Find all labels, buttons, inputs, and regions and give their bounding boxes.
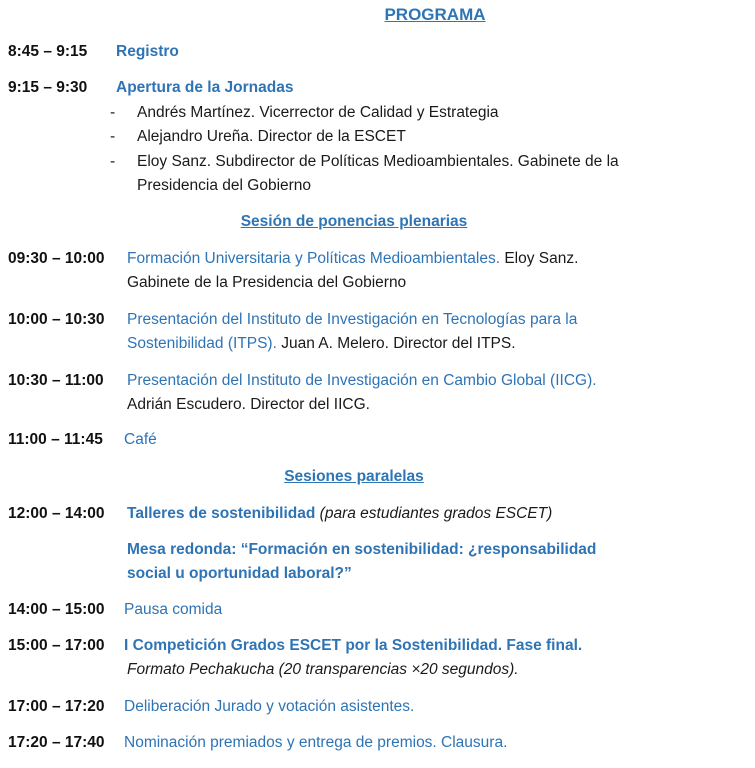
- bullet-dash: -: [110, 128, 116, 145]
- talk-speaker: Eloy Sanz.: [500, 250, 579, 267]
- bullet-dash: -: [110, 153, 116, 170]
- talk-speaker: Juan A. Melero. Director del ITPS.: [276, 335, 516, 352]
- time-comida: 14:00 – 15:00: [8, 601, 105, 618]
- time-talk-3: 10:30 – 11:00: [8, 372, 104, 389]
- talk-title: Formación Universitaria y Políticas Medioambientales.: [127, 250, 501, 267]
- talleres-note: (para estudiantes grados ESCET): [315, 505, 553, 522]
- talleres-label: Talleres de sostenibilidad: [127, 505, 316, 522]
- talk-title: Presentación del Instituto de Investigación en Tecnologías para la: [127, 311, 578, 328]
- talk-title-cont: Sostenibilidad (ITPS).: [127, 335, 277, 352]
- talk-affiliation: Gabinete de la Presidencia del Gobierno: [127, 274, 407, 291]
- talk-title: Presentación del Instituto de Investigación en Cambio Global (IICG).: [127, 372, 597, 389]
- mesa-redonda-line2: social u oportunidad laboral?”: [127, 565, 352, 582]
- label-apertura: Apertura de la Jornadas: [116, 79, 294, 96]
- label-comida: Pausa comida: [124, 601, 223, 618]
- section-heading-paralelas: Sesiones paralelas: [284, 468, 424, 485]
- talk-1-line1: [127, 249, 578, 269]
- talk-2-line2: [127, 334, 516, 354]
- mesa-redonda-line1: Mesa redonda: “Formación en sostenibilidad: ¿responsabilidad: [127, 541, 597, 558]
- time-cafe: 11:00 – 11:45: [8, 431, 103, 448]
- list-item: Presidencia del Gobierno: [137, 177, 312, 194]
- list-item: Andrés Martínez. Vicerrector de Calidad y Estrategia: [137, 104, 499, 121]
- label-cafe: Café: [124, 431, 157, 448]
- label-registro: Registro: [116, 43, 179, 60]
- time-talk-2: 10:00 – 10:30: [8, 311, 105, 328]
- section-heading-plenarias: Sesión de ponencias plenarias: [240, 213, 468, 230]
- time-competicion: 15:00 – 17:00: [8, 637, 105, 654]
- time-clausura: 17:20 – 17:40: [8, 734, 105, 751]
- label-competicion: I Competición Grados ESCET por la Sostenibilidad. Fase final.: [124, 637, 583, 654]
- competicion-format: Formato Pechakucha (20 transparencias ×20 segundos).: [127, 661, 519, 678]
- page-title: PROGRAMA: [384, 5, 486, 24]
- time-talk-1: 09:30 – 10:00: [8, 250, 105, 267]
- list-item: Alejandro Ureña. Director de la ESCET: [137, 128, 406, 145]
- time-deliberacion: 17:00 – 17:20: [8, 698, 105, 715]
- time-registro: 8:45 – 9:15: [8, 43, 88, 60]
- talk-speaker: Adrián Escudero. Director del IICG.: [127, 396, 370, 413]
- list-item: Eloy Sanz. Subdirector de Políticas Medioambientales. Gabinete de la: [137, 153, 619, 170]
- bullet-dash: -: [110, 104, 116, 121]
- label-clausura: Nominación premiados y entrega de premios. Clausura.: [124, 734, 508, 751]
- time-paralelas: 12:00 – 14:00: [8, 505, 105, 522]
- label-deliberacion: Deliberación Jurado y votación asistentes.: [124, 698, 415, 715]
- talleres-line: [127, 504, 552, 524]
- time-apertura: 9:15 – 9:30: [8, 79, 88, 96]
